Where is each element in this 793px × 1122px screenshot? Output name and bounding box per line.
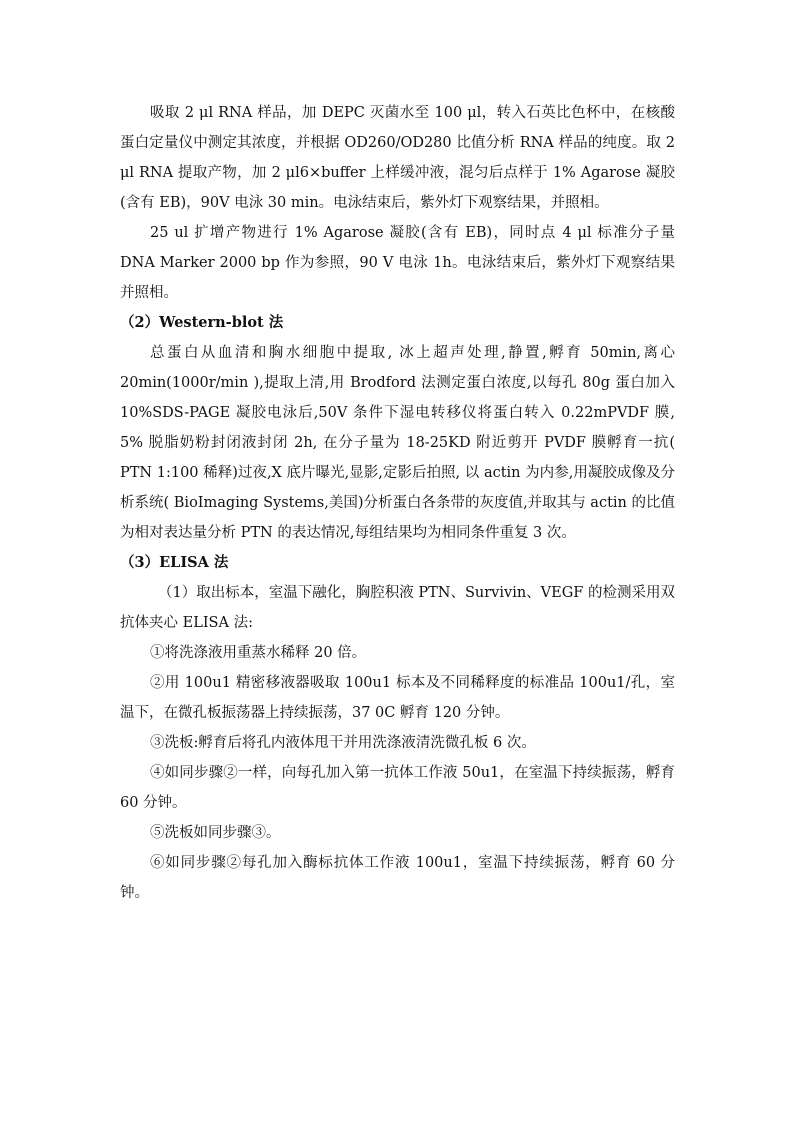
elisa-step-5: ⑤洗板如同步骤③。: [150, 825, 281, 841]
elisa-step-3: ③洗板:孵育后将孔内液体甩干并用洗涤液清洗微孔板 6 次。: [150, 735, 536, 751]
paragraph-western-blot: 总蛋白从血清和胸水细胞中提取, 冰上超声处理,静置,孵育 50min,离心 20min(1000r/min ),提取上清,用 Brodford 法测定蛋白浓度,以每孔 80g 蛋白加入 10%SDS-PAGE 凝胶电泳后,50V 条件下湿电转移仪将蛋白转入 0.22mPVDF 膜, 5% 脱脂奶粉封闭液封闭 2h, 在分子量为 18-25KD 附近剪开 PVDF 膜孵育一抗( PTN 1:100 稀释)过夜,X 底片曝光,显影,定影后拍照, 以 actin 为内参,用凝胶成像及分析系统( BioImaging Systems,美国)分析蛋白各条带的灰度值,并取其与 actin 的比值为相对表达量分析 PTN 的表达情况,每组结果均为相同条件重复 3 次。: [120, 345, 675, 541]
elisa-step-2: ②用 100u1 精密移液器吸取 100u1 标本及不同稀释度的标准品 100u1/孔，室温下，在微孔板振荡器上持续振荡，37 0C 孵育 120 分钟。: [120, 675, 675, 721]
paragraph-rna-quantification: 吸取 2 μl RNA 样品，加 DEPC 灭菌水至 100 μl，转入石英比色杯中，在核酸蛋白定量仪中测定其浓度，并根据 OD260/OD280 比值分析 RNA 样品的纯度。取 2 μl RNA 提取产物，加 2 μl6×buffer 上样缓冲液，混匀后点样于 1% Agarose 凝胶(含有 EB)，90V 电泳 30 min。电泳结束后，紫外灯下观察结果，并照相。: [120, 105, 675, 211]
paragraph-pcr-electrophoresis: 25 ul 扩增产物进行 1% Agarose 凝胶(含有 EB)，同时点 4 μl 标准分子量 DNA Marker 2000 bp 作为参照，90 V 电泳 1h。电泳结束后，紫外灯下观察结果并照相。: [120, 225, 675, 301]
paragraph-elisa-intro: （1）取出标本，室温下融化，胸腔积液 PTN、Survivin、VEGF 的检测采用双抗体夹心 ELISA 法:: [120, 585, 675, 631]
elisa-step-4: ④如同步骤②一样，向每孔加入第一抗体工作液 50u1，在室温下持续振荡，孵育 60 分钟。: [120, 765, 675, 811]
elisa-step-6: ⑥如同步骤②每孔加入酶标抗体工作液 100u1，室温下持续振荡，孵育 60 分钟。: [120, 855, 675, 901]
section-heading-elisa: （3）ELISA 法: [120, 554, 229, 571]
section-heading-western-blot: （2）Western-blot 法: [120, 314, 284, 331]
elisa-step-1: ①将洗涤液用重蒸水稀释 20 倍。: [150, 645, 367, 661]
document-body: [120, 98, 675, 908]
